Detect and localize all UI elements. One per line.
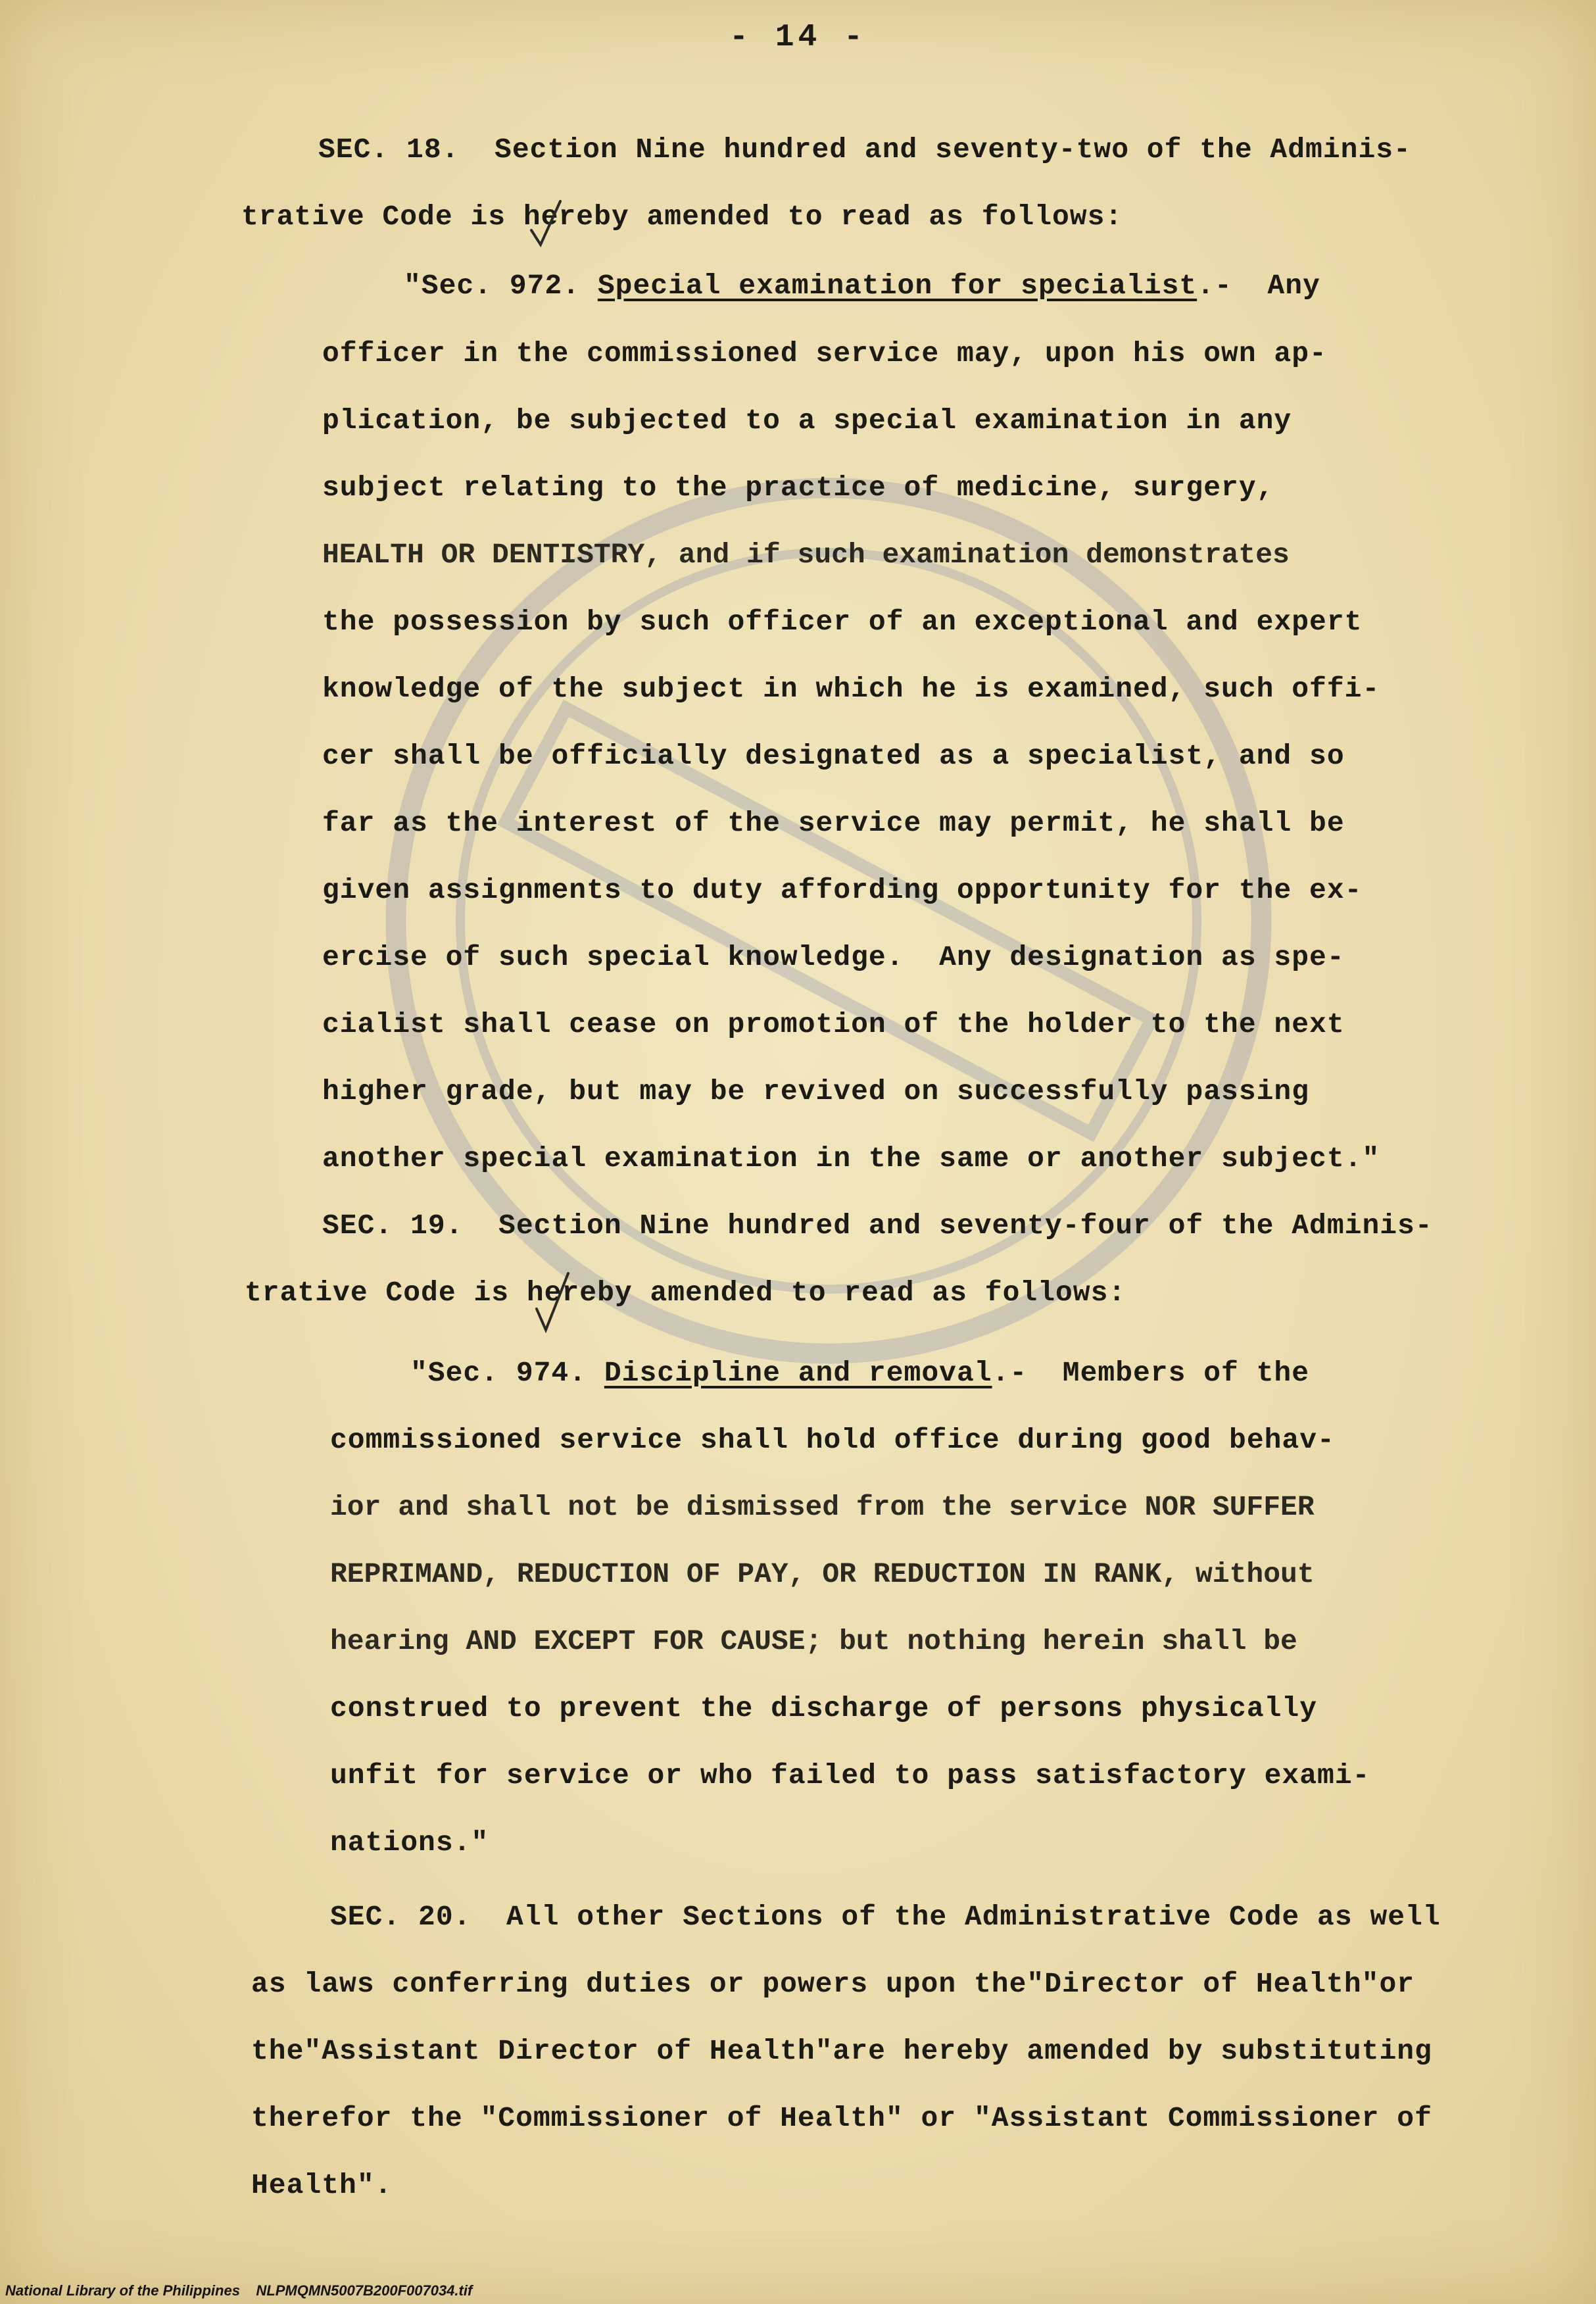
sec974-heading: Discipline and removal xyxy=(604,1357,992,1389)
sec972-line-6: knowledge of the subject in which he is examined, such offi- xyxy=(322,673,1380,705)
sec20-line-1: SEC. 20. All other Sections of the Administrative Code as well xyxy=(330,1901,1441,1933)
sec19-line-1: SEC. 19. Section Nine hundred and seventy-four of the Adminis- xyxy=(322,1210,1433,1242)
sec19-line-2: trative Code is hereby amended to read as follows: xyxy=(245,1277,1126,1309)
sec974-heading-line xyxy=(410,1354,1309,1393)
sec974-line-7: nations." xyxy=(330,1826,489,1859)
sec972-line-8: far as the interest of the service may permit, he shall be xyxy=(322,807,1345,839)
sec20-line-4: therefor the "Commissioner of Health" or "Assistant Commissioner of xyxy=(251,2102,1432,2134)
page-number: - 14 - xyxy=(729,20,867,55)
sec972-line-11: cialist shall cease on promotion of the holder to the next xyxy=(322,1008,1345,1041)
sec974-line-5: construed to prevent the discharge of persons physically xyxy=(330,1692,1318,1725)
sec972-line-12: higher grade, but may be revived on successfully passing xyxy=(322,1075,1310,1108)
sec972-heading-line xyxy=(404,266,1320,306)
sec18-line-1: SEC. 18. Section Nine hundred and seventy-two of the Adminis- xyxy=(318,134,1411,166)
sec974-suffix: .- Members of the xyxy=(992,1357,1310,1389)
sec972-line-7: cer shall be officially designated as a specialist, and so xyxy=(322,740,1345,772)
sec972-line-5: the possession by such officer of an exceptional and expert xyxy=(322,606,1363,638)
sec972-line-2: plication, be subjected to a special examination in any xyxy=(322,404,1292,437)
archive-footer: National Library of the Philippines NLPMQMN5007B200F007034.tif xyxy=(5,2282,473,2299)
sec974-line-3: REPRIMAND, REDUCTION OF PAY, OR REDUCTION IN RANK, without xyxy=(330,1558,1315,1590)
sec972-line-1: officer in the commissioned service may, upon his own ap- xyxy=(322,337,1327,370)
sec972-suffix: .- Any xyxy=(1197,270,1320,302)
sec972-line-10: ercise of such special knowledge. Any designation as spe- xyxy=(322,941,1345,973)
sec20-line-5: Health". xyxy=(251,2169,393,2201)
sec18-line-2: trative Code is hereby amended to read as follows: xyxy=(241,201,1123,233)
sec974-line-2: ior and shall not be dismissed from the service NOR SUFFER xyxy=(330,1491,1315,1523)
sec972-line-3: subject relating to the practice of medicine, surgery, xyxy=(322,472,1274,504)
sec972-heading: Special examination for specialist xyxy=(597,270,1197,302)
sec20-line-3: the"Assistant Director of Health"are hereby amended by substituting xyxy=(251,2035,1432,2067)
sec20-line-2: as laws conferring duties or powers upon the"Director of Health"or xyxy=(251,1968,1415,2000)
sec974-line-1: commissioned service shall hold office during good behav- xyxy=(330,1424,1335,1456)
sec972-line-13: another special examination in the same or another subject." xyxy=(322,1142,1380,1175)
sec974-line-4: hearing AND EXCEPT FOR CAUSE; but nothing herein shall be xyxy=(330,1625,1297,1657)
sec972-line-9: given assignments to duty affording opportunity for the ex- xyxy=(322,874,1363,906)
sec972-line-4: HEALTH OR DENTISTRY, and if such examination demonstrates xyxy=(322,539,1290,571)
sec972-prefix: "Sec. 972. xyxy=(404,270,598,302)
sec974-line-6: unfit for service or who failed to pass satisfactory exami- xyxy=(330,1759,1370,1792)
sec974-prefix: "Sec. 974. xyxy=(410,1357,604,1389)
